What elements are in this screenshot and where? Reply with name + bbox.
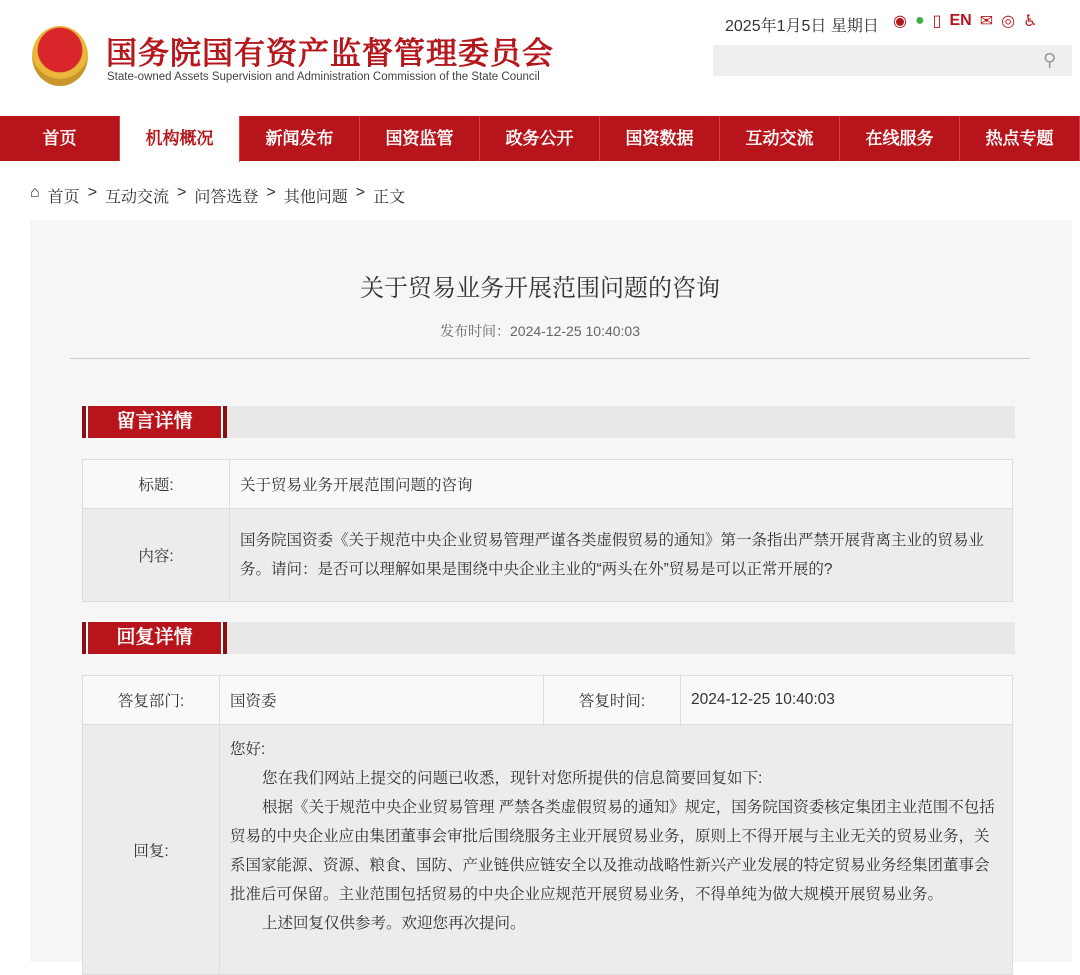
time-label: 答复时间:	[544, 676, 681, 725]
site-subtitle: State-owned Assets Supervision and Administration Commission of the State Council	[107, 71, 540, 83]
nav-data[interactable]: 国资数据	[600, 116, 720, 161]
content-label: 内容:	[83, 509, 230, 602]
current-date: 2025年1月5日 星期日	[725, 18, 879, 35]
nav-supervision[interactable]: 国资监管	[360, 116, 480, 161]
dept-label: 答复部门:	[83, 676, 220, 725]
main-nav	[0, 116, 1080, 161]
nav-services[interactable]: 在线服务	[840, 116, 960, 161]
breadcrumb-home[interactable]: 首页	[47, 189, 80, 206]
weibo-icon[interactable]: ◉	[893, 13, 907, 30]
header-icons	[893, 11, 1037, 31]
site-title: 国务院国有资产监督管理委员会	[106, 36, 554, 71]
article-title: 关于贸易业务开展范围问题的咨询	[360, 275, 720, 302]
accessibility-icon[interactable]: ♿	[1023, 13, 1038, 30]
nav-topics[interactable]: 热点专题	[960, 116, 1080, 161]
separator: >	[266, 184, 276, 201]
reply-table	[82, 675, 1013, 975]
title-value: 关于贸易业务开展范围问题的咨询	[230, 460, 1013, 509]
content-value: 国务院国资委《关于规范中央企业贸易管理严谨各类虚假贸易的通知》第一条指出严禁开展背离主业的贸易业务。请问：是否可以理解如果是围绕中央企业主业的“两头在外”贸易是可以正常开展的?	[230, 509, 1013, 602]
map-icon[interactable]: ◎	[1001, 13, 1016, 30]
section-tag: 留言详情	[82, 406, 227, 438]
title-label: 标题:	[83, 460, 230, 509]
reply-section-header	[82, 622, 1015, 654]
breadcrumb-interaction[interactable]: 互动交流	[105, 189, 170, 206]
mobile-icon[interactable]: ▯	[932, 13, 942, 30]
nav-interaction[interactable]: 互动交流	[720, 116, 840, 161]
message-table	[82, 459, 1013, 602]
breadcrumb-other[interactable]: 其他问题	[283, 189, 348, 206]
message-section-header	[82, 406, 1015, 438]
wechat-icon[interactable]: ●	[914, 12, 925, 29]
reply-paragraph: 您在我们网站上提交的问题已收悉，现针对您所提供的信息简要回复如下:	[262, 770, 763, 787]
section-tag: 回复详情	[82, 622, 227, 654]
search-icon[interactable]: ⚲	[1043, 50, 1057, 70]
time-value: 2024-12-25 10:40:03	[681, 676, 1013, 725]
reply-label: 回复:	[83, 725, 220, 975]
national-emblem-logo	[32, 26, 88, 86]
breadcrumb	[30, 184, 405, 207]
publish-time: 发布时间：2024-12-25 10:40:03	[440, 323, 640, 339]
home-icon: ⌂	[30, 184, 40, 201]
reply-paragraph: 根据《关于规范中央企业贸易管理 严禁各类虚假贸易的通知》规定，国务院国资委核定集团主业范围不包括贸易的中央企业应由集团董事会审批后围绕服务主业开展贸易业务，原则上不得开展与主业无关的贸易业务，关系国家能源、资源、粮食、国防、产业链供应链安全以及推动战略性新兴产业发展的特定贸易业务经集团董事会批准后可保留。主业范围包括贸易的中央企业应规范开展贸易业务，不得单纯为做大规模开展贸易业务。	[230, 799, 995, 903]
nav-home[interactable]: 首页	[0, 116, 120, 161]
nav-about[interactable]: 机构概况	[120, 116, 240, 162]
search-input[interactable]	[713, 45, 1072, 76]
breadcrumb-current: 正文	[373, 189, 406, 206]
nav-news[interactable]: 新闻发布	[240, 116, 360, 161]
separator: >	[177, 184, 187, 201]
mail-icon[interactable]: ✉	[979, 13, 994, 30]
separator: >	[355, 184, 366, 201]
en-link[interactable]: EN	[949, 12, 972, 29]
breadcrumb-qa[interactable]: 问答选登	[194, 189, 259, 206]
reply-greeting: 您好:	[230, 741, 266, 758]
nav-affairs[interactable]: 政务公开	[480, 116, 600, 161]
dept-value: 国资委	[220, 676, 544, 725]
reply-closing: 上述回复仅供参考。欢迎您再次提问。	[262, 915, 526, 932]
separator: >	[87, 184, 98, 201]
divider	[70, 358, 1030, 359]
